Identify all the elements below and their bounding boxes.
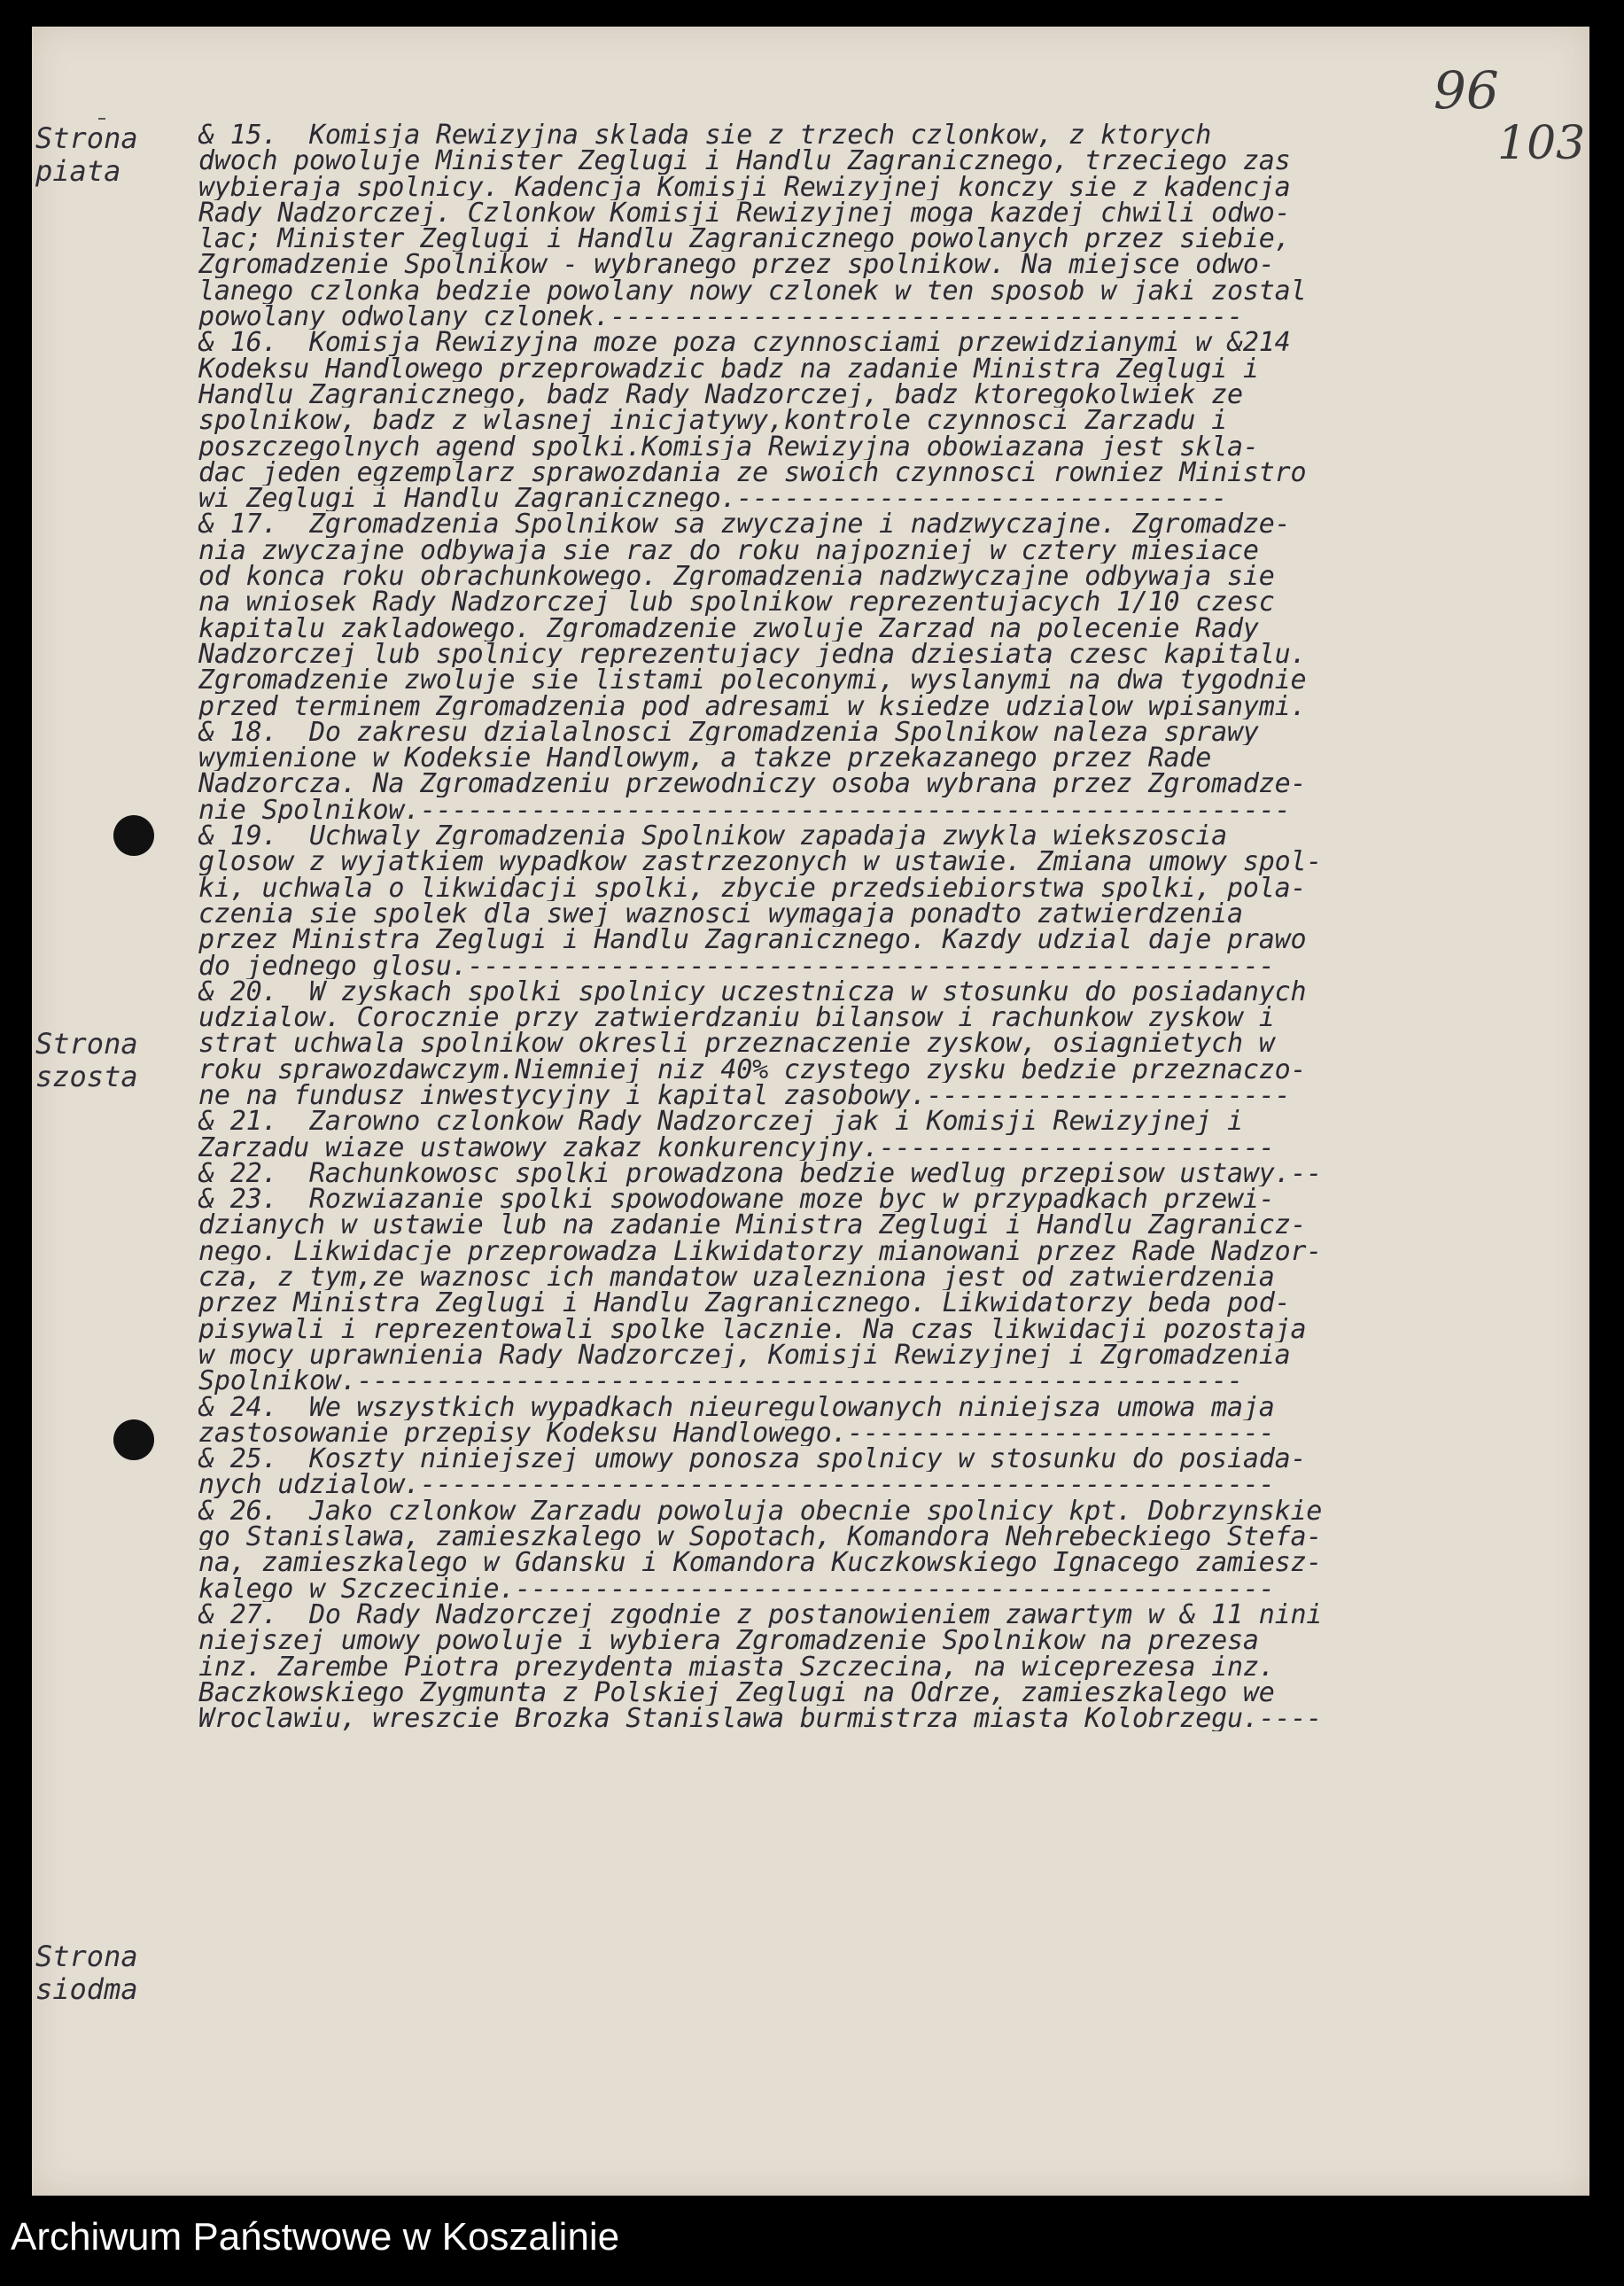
margin-note-page-7 [35,1940,213,2006]
text-line: dwoch powoluje Minister Zeglugi i Handlu Zagranicznego, trzeciego zas [198,148,1291,175]
text-line: & 15. Komisja Rewizyjna sklada sie z trzech czlonkow, z ktorych [198,122,1212,149]
text-line: na, zamieszkalego w Gdansku i Komandora Kuczkowskiego Ignacego zamiesz- [198,1550,1323,1576]
page-number-old: 96 [1434,60,1499,121]
text-line: & 26. Jako czlonkow Zarzadu powoluja obecnie spolnicy kpt. Dobrzynskie [198,1497,1323,1525]
text-line: niejszej umowy powoluje i wybiera Zgromadzenie Spolnikow na prezesa [198,1628,1259,1654]
text-line: ne na fundusz inwestycyjny i kapital zasobowy.----------------------- [198,1082,1291,1109]
text-line: go Stanislawa, zamieszkalego w Sopotach, Komandora Nehrebeckiego Stefa- [198,1524,1323,1551]
text-line: nie Spolnikow.------------------------------------------------------- [198,797,1291,824]
margin-note-page-5 [35,122,213,188]
text-line: pisywali i reprezentowali spolke lacznie. Na czas likwidacji pozostaja [198,1316,1307,1342]
text-line: wi Zeglugi i Handlu Zagranicznego.------------------------------- [198,486,1227,512]
margin-note-line: Strona [35,1940,138,1973]
text-line: ki, uchwala o likwidacji spolki, zbycie przedsiebiorstwa spolki, pola- [198,875,1307,901]
text-line: & 21. Zarowno czlonkow Rady Nadzorczej jak i Komisji Rewizyjnej i [198,1108,1243,1135]
text-line: dzianych w ustawie lub na zadanie Ministra Zeglugi i Handlu Zagranicz- [198,1212,1307,1239]
margin-note-line: szosta [35,1060,138,1093]
text-line: Zgromadzenie zwoluje sie listami poleconymi, wyslanymi na dwa tygodnie [198,667,1307,694]
text-line: & 16. Komisja Rewizyjna moze poza czynnosciami przewidzianymi w &214 [198,330,1291,356]
punch-hole [113,1419,154,1460]
text-line: & 17. Zgromadzenia Spolnikow sa zwyczajne i nadzwyczajne. Zgromadze- [198,511,1291,538]
archive-footer-label: Archiwum Państwowe w Koszalinie [11,2215,620,2259]
text-line: & 24. We wszystkich wypadkach nieuregulowanych niniejsza umowa maja [198,1394,1275,1420]
text-line: Wroclawiu, wreszcie Brozka Stanislawa burmistrza miasta Kolobrzegu.---- [198,1706,1323,1732]
text-line: poszczegolnych agend spolki.Komisja Rewizyjna obowiazana jest skla- [198,433,1259,460]
text-line: glosow z wyjatkiem wypadkow zastrzezonych w ustawie. Zmiana umowy spol- [198,849,1323,875]
text-line: w mocy uprawnienia Rady Nadzorczej, Komisji Rewizyjnej i Zgromadzenia [198,1341,1291,1369]
text-line: Rady Nadzorczej. Czlonkow Komisji Rewizyjnej moga kazdej chwili odwo- [198,199,1291,227]
text-line: nia zwyczajne odbywaja sie raz do roku najpozniej w cztery miesiace [198,537,1259,564]
text-line: powolany odwolany czlonek.---------------------------------------- [198,304,1243,330]
text-line: & 27. Do Rady Nadzorczej zgodnie z postanowieniem zawartym w & 11 nini [198,1601,1323,1629]
text-line: Handlu Zagranicznego, badz Rady Nadzorczej, badz ktoregokolwiek ze [198,381,1243,408]
text-line: lanego czlonka bedzie powolany nowy czlonek w ten sposob w jaki zostal [198,277,1307,305]
text-line: dac jeden egzemplarz sprawozdania ze swoich czynnosci rowniez Ministro [198,459,1307,486]
text-line: od konca roku obrachunkowego. Zgromadzenia nadzwyczajne odbywaja sie [198,564,1275,590]
text-line: spolnikow, badz z wlasnej inicjatywy,kontrole czynnosci Zarzadu i [198,408,1227,434]
text-line: zastosowanie przepisy Kodeksu Handlowego.--------------------------- [198,1419,1275,1447]
text-line: przez Ministra Zeglugi i Handlu Zagranicznego. Likwidatorzy beda pod- [198,1290,1291,1317]
margin-note-line: siodma [35,1972,138,2006]
text-line: inz. Zarembe Piotra prezydenta miasta Szczecina, na wiceprezesa inz. [198,1653,1275,1680]
page-number-new: 103 [1497,117,1586,170]
margin-note-line: piata [35,154,121,188]
margin-note-line: Strona [35,1027,138,1061]
text-line: kapitalu zakladowego. Zgromadzenie zwoluje Zarzad na polecenie Rady [198,615,1259,641]
text-line: & 20. W zyskach spolki spolnicy uczestnicza w stosunku do posiadanych [198,978,1307,1006]
margin-note-line: Strona [35,121,138,155]
text-line: cza, z tym,ze waznosc ich mandatow uzalezniona jest od zatwierdzenia [198,1264,1275,1291]
text-line: Baczkowskiego Zygmunta z Polskiej Zeglugi na Odrze, zamieszkalego we [198,1679,1275,1707]
punch-hole [113,815,154,856]
text-line: Nadzorczej lub spolnicy reprezentujacy jedna dziesiata czesc kapitalu. [198,641,1307,668]
text-line: nego. Likwidacje przeprowadza Likwidatorzy mianowani przez Rade Nadzor- [198,1238,1323,1265]
text-line: przez Ministra Zeglugi i Handlu Zagranicznego. Kazdy udzial daje prawo [198,927,1307,953]
text-line: & 18. Do zakresu dzialalnosci Zgromadzenia Spolnikow naleza sprawy [198,719,1259,746]
text-line: Zarzadu wiaze ustawowy zakaz konkurencyjny.------------------------- [198,1134,1275,1161]
text-line: udzialow. Corocznie przy zatwierdzaniu bilansow i rachunkow zyskow i [198,1005,1275,1031]
text-line: Zgromadzenie Spolnikow - wybranego przez spolnikow. Na miejsce odwo- [198,252,1275,278]
text-line: Nadzorcza. Na Zgromadzeniu przewodniczy osoba wybrana przez Zgromadze- [198,771,1307,797]
text-line: do jednego glosu.--------------------------------------------------- [198,952,1275,979]
text-line: czenia sie spolek dla swej waznosci wymagaja ponadto zatwierdzenia [198,900,1243,928]
text-line: & 23. Rozwiazanie spolki spowodowane moze byc w przypadkach przewi- [198,1186,1275,1213]
text-line: & 19. Uchwaly Zgromadzenia Spolnikow zapadaja zwykla wiekszoscia [198,823,1227,850]
text-line: roku sprawozdawczym.Niemniej niz 40% czystego zysku bedzie przeznaczo- [198,1056,1307,1083]
text-line: nych udzialow.------------------------------------------------------ [198,1472,1275,1498]
text-line: & 25. Koszty niniejszej umowy ponosza spolnicy w stosunku do posiada- [198,1446,1307,1473]
text-line: Spolnikow.-------------------------------------------------------- [198,1368,1243,1395]
text-line: na wniosek Rady Nadzorczej lub spolnikow reprezentujacych 1/10 czesc [198,589,1275,616]
margin-note-page-6 [35,1028,213,1093]
typed-body-text [198,122,1541,1731]
text-line: & 22. Rachunkowosc spolki prowadzona bedzie wedlug przepisow ustawy.-- [198,1160,1323,1187]
text-line: kalego w Szczecinie.------------------------------------------------ [198,1575,1275,1602]
margin-mark [98,118,105,120]
text-line: wybieraja spolnicy. Kadencja Komisji Rewizyjnej konczy sie z kadencja [198,174,1291,200]
text-line: przed terminem Zgromadzenia pod adresami w ksiedze udzialow wpisanymi. [198,693,1307,719]
text-line: strat uchwala spolnikow okresli przeznaczenie zyskow, osiagnietych w [198,1030,1275,1057]
text-line: Kodeksu Handlowego przeprowadzic badz na zadanie Ministra Zeglugi i [198,355,1259,382]
text-line: lac; Minister Zeglugi i Handlu Zagranicznego powolanych przez siebie, [198,226,1291,253]
text-line: wymienione w Kodeksie Handlowym, a takze przekazanego przez Rade [198,745,1212,772]
